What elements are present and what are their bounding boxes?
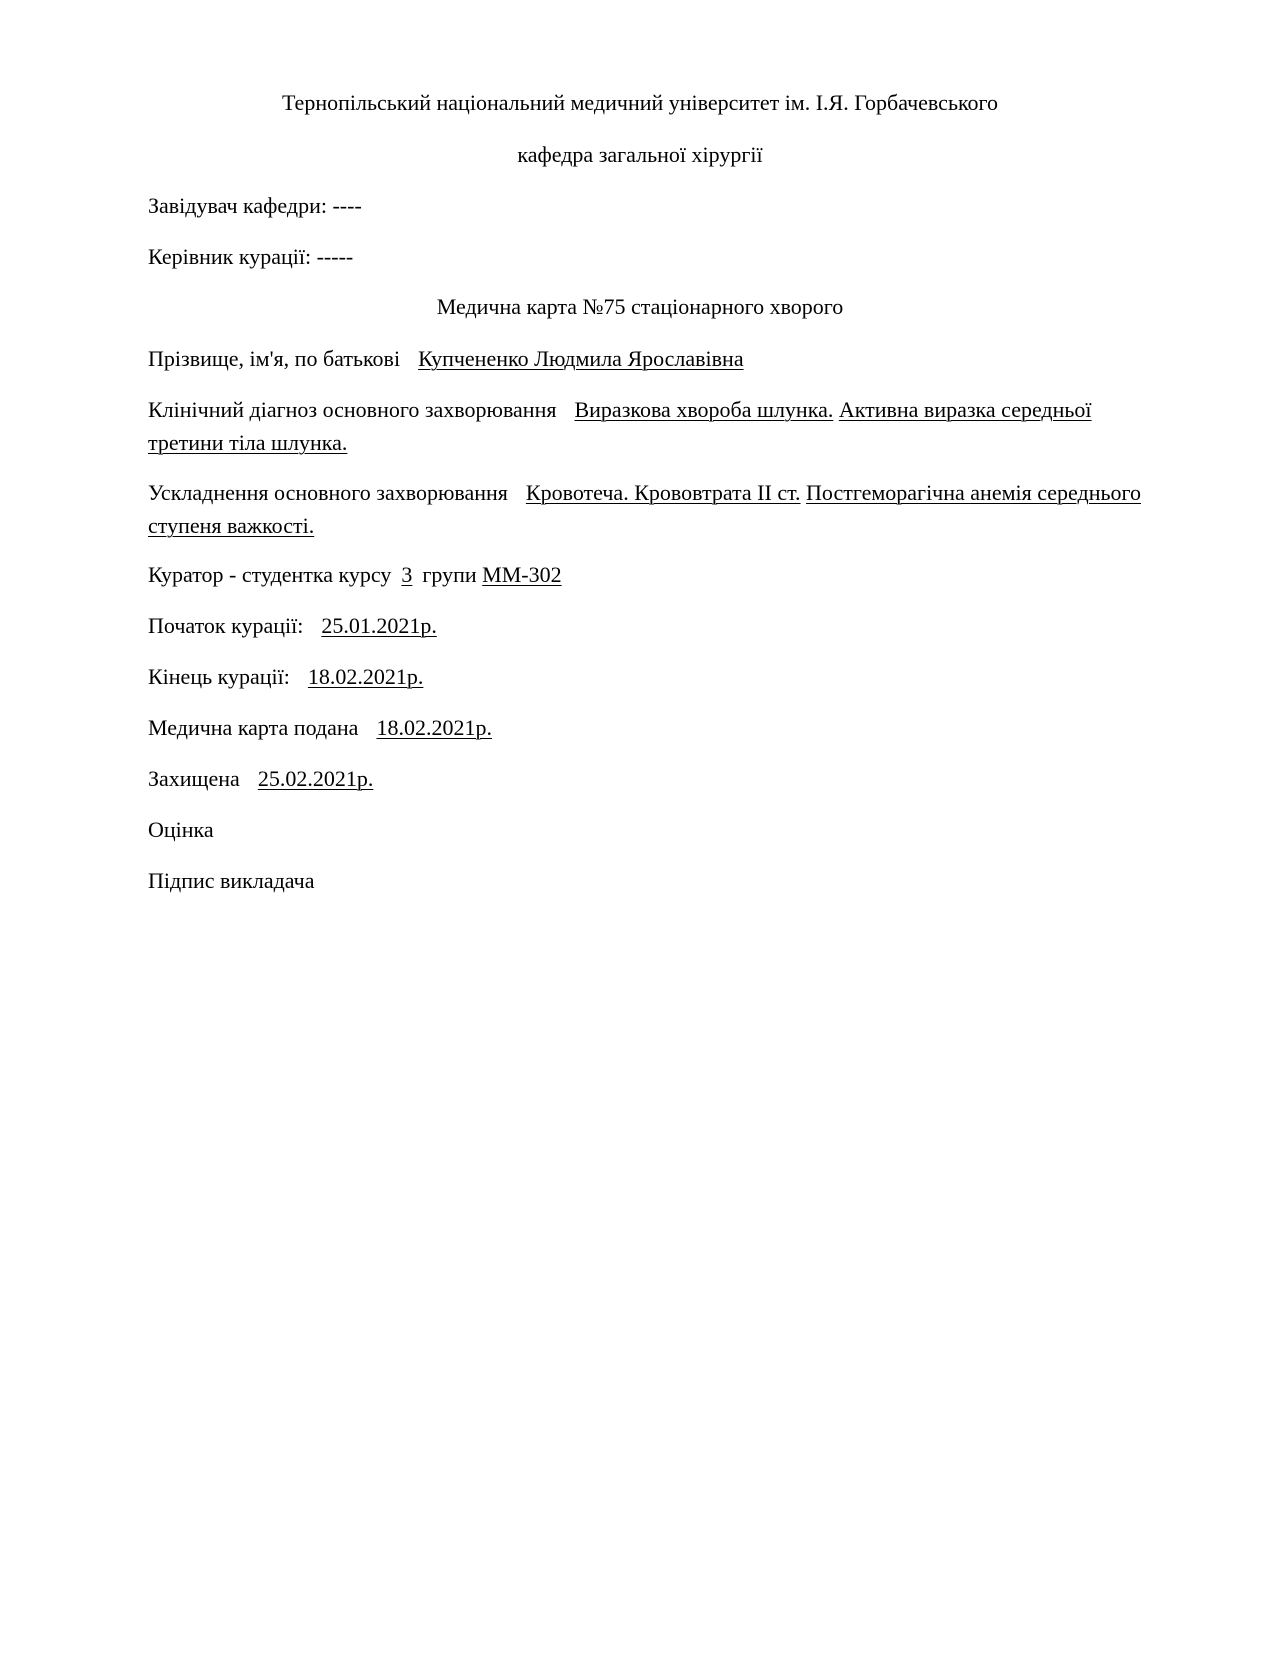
supervisor-label: Керівник курації: xyxy=(148,244,312,269)
card-title xyxy=(0,290,1280,323)
department-head-value: ---- xyxy=(332,193,362,218)
diagnosis-part-2: Активна виразка середньої третини тіла шлунка. xyxy=(148,397,1092,455)
curator-line xyxy=(148,558,1168,591)
defended-line xyxy=(148,762,1168,795)
patient-name-value: Купчененко Людмила Ярославівна xyxy=(418,346,744,371)
complications-line xyxy=(148,476,1168,542)
grade-label: Оцінка xyxy=(148,817,214,842)
department-head-line xyxy=(148,189,1168,222)
card-submitted-value: 18.02.2021р. xyxy=(376,715,492,740)
signature-line xyxy=(148,864,1168,897)
curation-end-value: 18.02.2021р. xyxy=(307,664,424,689)
curation-end-label: Кінець курації: xyxy=(148,664,290,689)
diagnosis-label: Клінічний діагноз основного захворювання xyxy=(148,397,557,422)
curator-course-value: 3 xyxy=(401,562,413,587)
complications-part-2: Постгеморагічна анемія середнього ступеня важкості. xyxy=(148,480,1141,538)
patient-name-label: Прізвище, ім'я, по батькові xyxy=(148,346,401,371)
department-name xyxy=(0,138,1280,171)
defended-label: Захищена xyxy=(148,766,240,791)
curator-course-label: Куратор - студентка курсу xyxy=(148,562,392,587)
university-name-text: Тернопільський національний медичний університет ім. І.Я. Горбачевського xyxy=(281,90,999,115)
department-name-text: кафедра загальної хірургії xyxy=(517,142,763,167)
curation-start-value: 25.01.2021р. xyxy=(321,613,437,638)
supervisor-value: ----- xyxy=(316,244,354,269)
defended-value: 25.02.2021р. xyxy=(257,766,374,791)
diagnosis-line xyxy=(148,393,1168,459)
diagnosis-part-1: Виразкова хвороба шлунка. xyxy=(574,397,834,422)
curation-start-line xyxy=(148,609,1168,642)
supervisor-line xyxy=(148,240,1168,273)
curator-group-value: ММ-302 xyxy=(482,562,562,587)
complications-label: Ускладнення основного захворювання xyxy=(148,480,508,505)
department-head-label: Завідувач кафедри: xyxy=(148,193,327,218)
university-name xyxy=(0,86,1280,119)
signature-label: Підпис викладача xyxy=(148,868,315,893)
card-title-text: Медична карта №75 стаціонарного хворого xyxy=(436,294,844,319)
card-submitted-line xyxy=(148,711,1168,744)
complications-part-1: Кровотеча. Крововтрата ІІ ст. xyxy=(525,480,801,505)
patient-name-line xyxy=(148,342,1168,375)
curation-end-line xyxy=(148,660,1168,693)
curator-group-label: групи xyxy=(422,562,477,587)
grade-line xyxy=(148,813,1168,846)
curation-start-label: Початок курації: xyxy=(148,613,304,638)
card-submitted-label: Медична карта подана xyxy=(148,715,359,740)
